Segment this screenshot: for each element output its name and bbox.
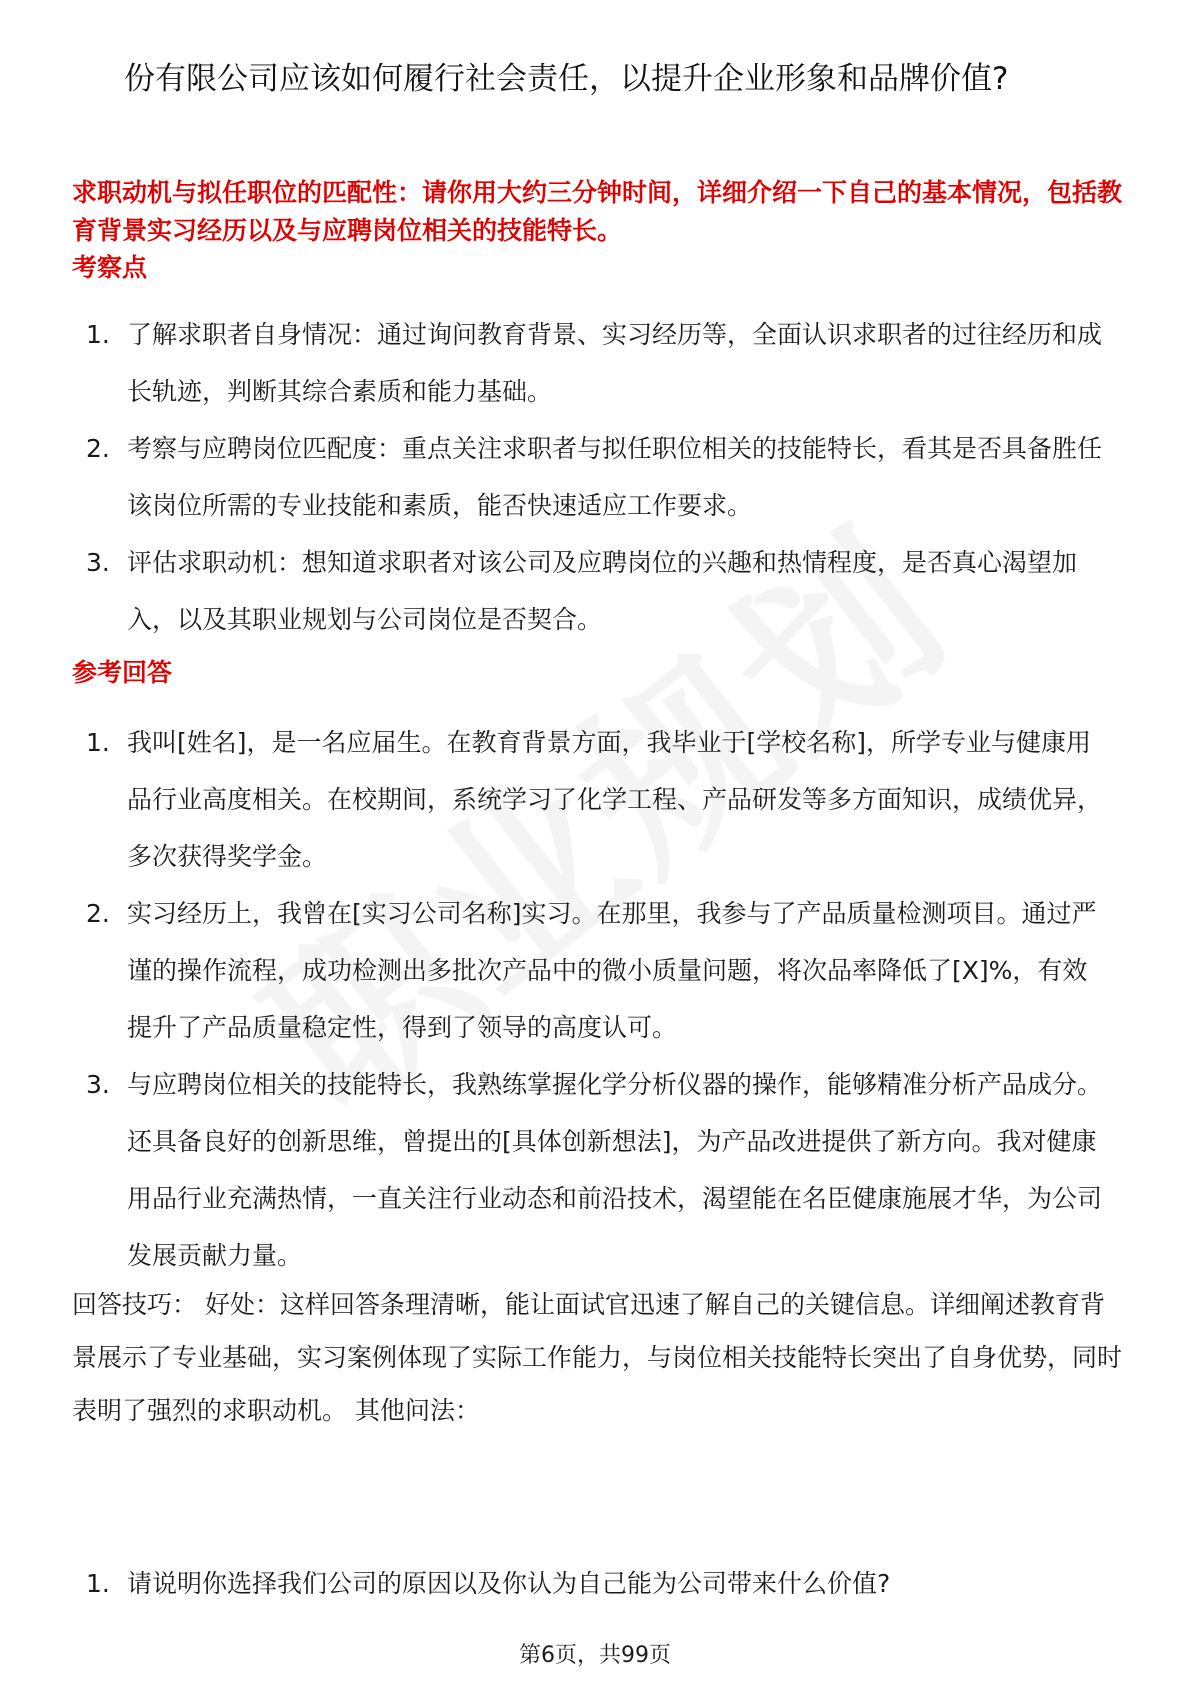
- list-item-text: 实习经历上，我曾在[实习公司名称]实习。在那里，我参与了产品质量检测项目。通过严谨的操作流程，成功检测出多批次产品中的微小质量问题，将次品率降低了[X]%，有效提升了产品质量稳定性，得到了领导的高度认可。: [127, 899, 1097, 1042]
- page-number: 第6页，共99页: [519, 1643, 671, 1668]
- list-number: 3.: [86, 548, 110, 577]
- previous-question-continuation: 份有限公司应该如何履行社会责任，以提升企业形象和品牌价值?: [124, 61, 1009, 97]
- list-item-text: 我叫[姓名]，是一名应届生。在教育背景方面，我毕业于[学校名称]，所学专业与健康用品行业高度相关。在校期间，系统学习了化学工程、产品研发等多方面知识，成绩优异，多次获得奖学金。: [127, 728, 1103, 871]
- list-item: [72, 306, 1112, 420]
- list-item-text: 了解求职者自身情况：通过询问教育背景、实习经历等，全面认识求职者的过往经历和成长轨迹，判断其综合素质和能力基础。: [127, 320, 1103, 406]
- reference-answer-heading: 参考回答: [72, 658, 173, 687]
- list-item: [72, 1555, 1112, 1612]
- list-item-text: 考察与应聘岗位匹配度：重点关注求职者与拟任职位相关的技能特长，看其是否具备胜任该岗位所需的专业技能和素质，能否快速适应工作要求。: [127, 434, 1103, 520]
- list-number: 1.: [86, 728, 110, 757]
- list-number: 1.: [86, 1569, 110, 1598]
- interview-question: 求职动机与拟任职位的匹配性：请你用大约三分钟时间，详细介绍一下自己的基本情况，包括教育背景实习经历以及与应聘岗位相关的技能特长。: [72, 178, 1123, 245]
- exam-points-list: [72, 306, 1112, 648]
- list-number: 2.: [86, 434, 110, 463]
- list-number: 1.: [86, 320, 110, 349]
- list-item-text: 与应聘岗位相关的技能特长，我熟练掌握化学分析仪器的操作，能够精准分析产品成分。还具备良好的创新思维，曾提出的[具体创新想法]，为产品改进提供了新方向。我对健康用品行业充满热情，一直关注行业动态和前沿技术，渴望能在名臣健康施展才华，为公司发展贡献力量。: [127, 1070, 1103, 1270]
- list-item: [72, 885, 1112, 1056]
- list-item: [72, 534, 1112, 648]
- list-item-text: 评估求职动机：想知道求职者对该公司及应聘岗位的兴趣和热情程度，是否真心渴望加入，以及其职业规划与公司岗位是否契合。: [127, 548, 1078, 634]
- reference-answer-list: [72, 714, 1112, 1284]
- answer-tips: 回答技巧： 好处：这样回答条理清晰，能让面试官迅速了解自己的关键信息。详细阐述教育背景展示了专业基础，实习案例体现了实际工作能力，与岗位相关技能特长突出了自身优势，同时表明了强烈的求职动机。 其他问法：: [72, 1290, 1123, 1425]
- list-item: [72, 1056, 1112, 1284]
- list-number: 2.: [86, 899, 110, 928]
- list-number: 3.: [86, 1070, 110, 1099]
- list-item: [72, 714, 1112, 885]
- other-questions-list: [72, 1555, 1112, 1612]
- list-item: [72, 420, 1112, 534]
- list-item-text: 请说明你选择我们公司的原因以及你认为自己能为公司带来什么价值?: [127, 1569, 891, 1598]
- exam-points-heading: 考察点: [72, 253, 148, 282]
